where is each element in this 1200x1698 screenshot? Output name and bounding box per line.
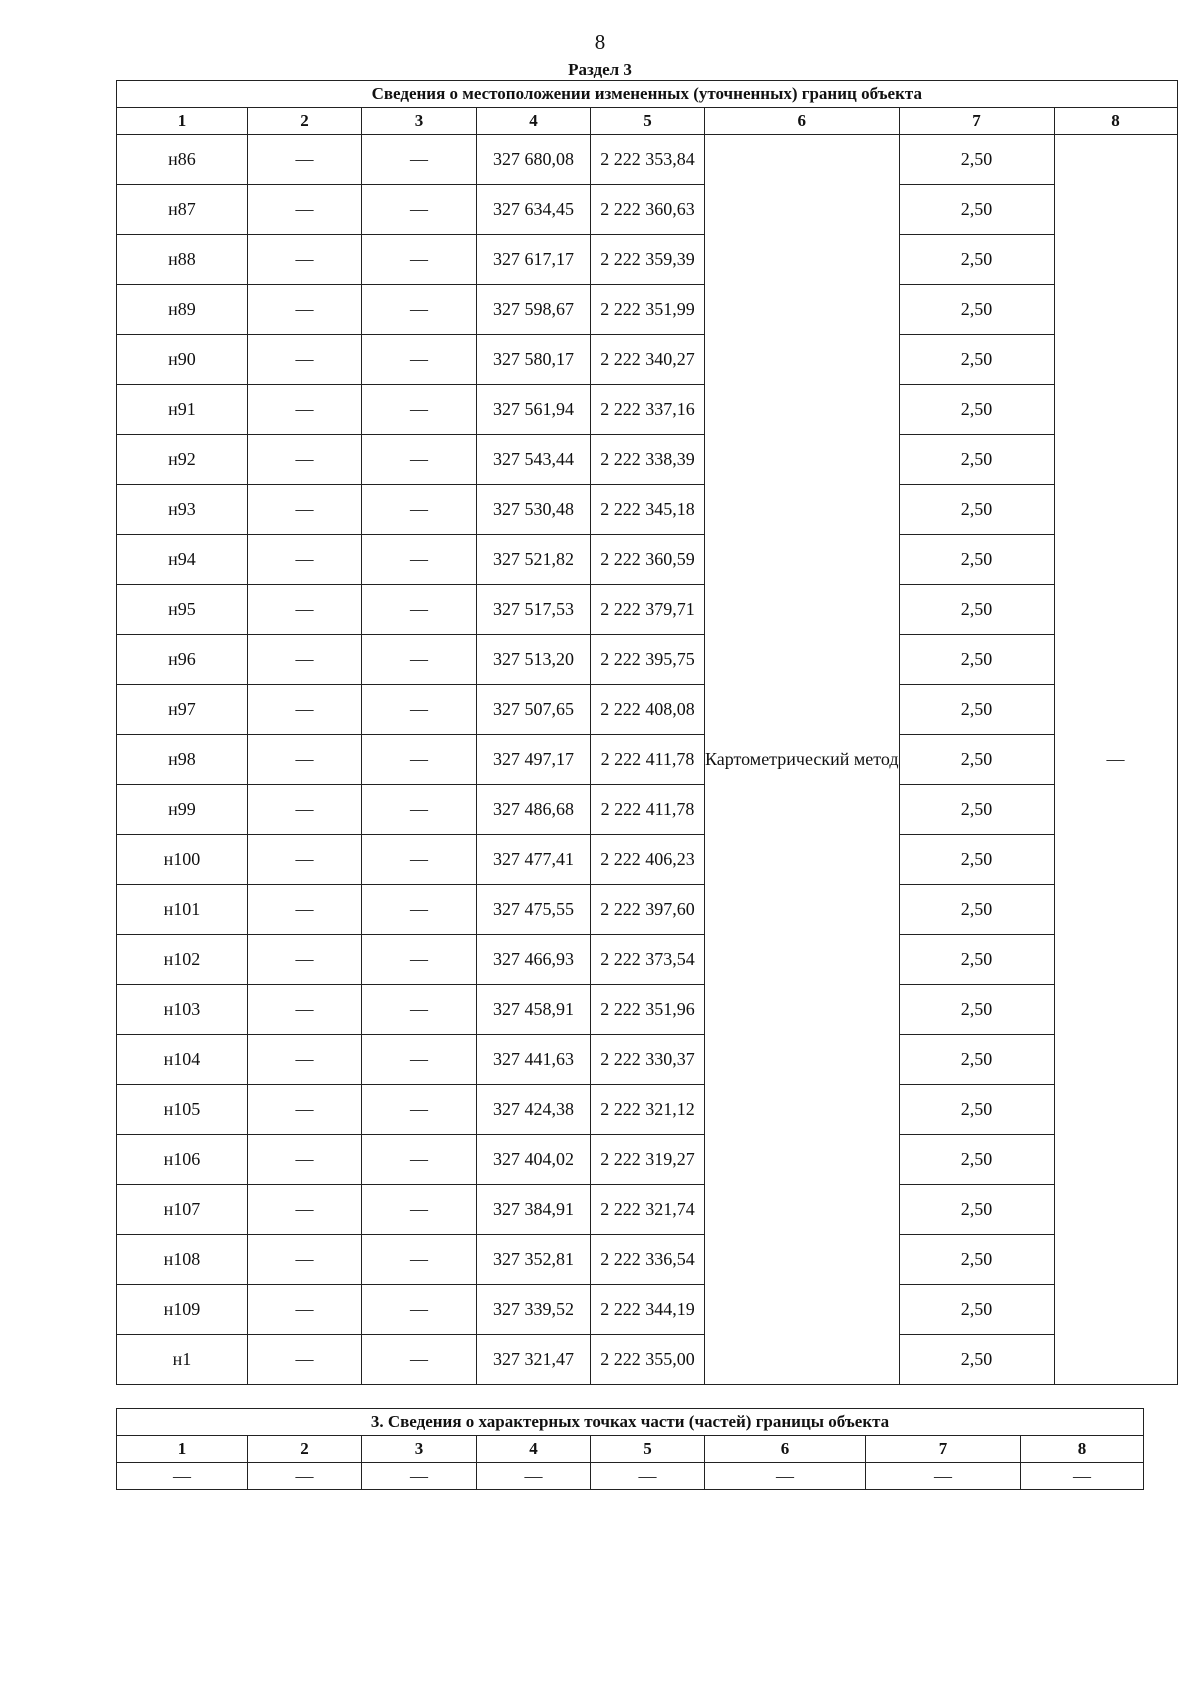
column-3-value: — <box>362 585 477 635</box>
point-name: н99 <box>117 785 248 835</box>
y-coordinate: 2 222 337,16 <box>591 385 705 435</box>
column-2-value: — <box>248 885 362 935</box>
x-coordinate: 327 507,65 <box>477 685 591 735</box>
empty-value: — <box>591 1463 705 1490</box>
empty-value: — <box>248 1463 362 1490</box>
y-coordinate: 2 222 395,75 <box>591 635 705 685</box>
accuracy-value: 2,50 <box>899 735 1054 785</box>
table-row <box>117 235 1178 285</box>
table-row <box>117 1235 1178 1285</box>
table-row <box>117 535 1178 585</box>
x-coordinate: 327 477,41 <box>477 835 591 885</box>
table-row <box>117 935 1178 985</box>
accuracy-value: 2,50 <box>899 1085 1054 1135</box>
column-3-value: — <box>362 485 477 535</box>
column-number: 5 <box>591 108 705 135</box>
y-coordinate: 2 222 359,39 <box>591 235 705 285</box>
y-coordinate: 2 222 330,37 <box>591 1035 705 1085</box>
accuracy-value: 2,50 <box>899 385 1054 435</box>
method-cell: Картометрический метод <box>705 135 900 1385</box>
x-coordinate: 327 458,91 <box>477 985 591 1035</box>
column-number: 5 <box>591 1436 705 1463</box>
column-number: 3 <box>362 1436 477 1463</box>
part-boundary-points-table <box>116 1408 1144 1490</box>
point-name: н105 <box>117 1085 248 1135</box>
column-number: 6 <box>705 1436 866 1463</box>
column-3-value: — <box>362 235 477 285</box>
column-number: 1 <box>117 1436 248 1463</box>
column-2-value: — <box>248 485 362 535</box>
y-coordinate: 2 222 353,84 <box>591 135 705 185</box>
column-3-value: — <box>362 985 477 1035</box>
y-coordinate: 2 222 411,78 <box>591 735 705 785</box>
column-2-value: — <box>248 1185 362 1235</box>
accuracy-value: 2,50 <box>899 185 1054 235</box>
table-row <box>117 785 1178 835</box>
accuracy-value: 2,50 <box>899 435 1054 485</box>
page-number: 8 <box>594 30 606 54</box>
x-coordinate: 327 517,53 <box>477 585 591 635</box>
x-coordinate: 327 352,81 <box>477 1235 591 1285</box>
accuracy-value: 2,50 <box>899 535 1054 585</box>
column-2-value: — <box>248 1235 362 1285</box>
column-number: 2 <box>248 108 362 135</box>
column-2-value: — <box>248 685 362 735</box>
y-coordinate: 2 222 321,12 <box>591 1085 705 1135</box>
point-name: н108 <box>117 1235 248 1285</box>
x-coordinate: 327 598,67 <box>477 285 591 335</box>
column-3-value: — <box>362 635 477 685</box>
point-name: н86 <box>117 135 248 185</box>
y-coordinate: 2 222 321,74 <box>591 1185 705 1235</box>
accuracy-value: 2,50 <box>899 1235 1054 1285</box>
column-3-value: — <box>362 835 477 885</box>
accuracy-value: 2,50 <box>899 835 1054 885</box>
table-row <box>117 1285 1178 1335</box>
table-row <box>117 835 1178 885</box>
x-coordinate: 327 497,17 <box>477 735 591 785</box>
column-3-value: — <box>362 1185 477 1235</box>
empty-value: — <box>362 1463 477 1490</box>
accuracy-value: 2,50 <box>899 1035 1054 1085</box>
x-coordinate: 327 339,52 <box>477 1285 591 1335</box>
table-row <box>117 985 1178 1035</box>
table-row <box>117 285 1178 335</box>
point-name: н1 <box>117 1335 248 1385</box>
point-name: н103 <box>117 985 248 1035</box>
y-coordinate: 2 222 351,99 <box>591 285 705 335</box>
y-coordinate: 2 222 345,18 <box>591 485 705 535</box>
column-3-value: — <box>362 935 477 985</box>
accuracy-value: 2,50 <box>899 985 1054 1035</box>
empty-value: — <box>866 1463 1021 1490</box>
x-coordinate: 327 680,08 <box>477 135 591 185</box>
column-3-value: — <box>362 785 477 835</box>
table-row <box>117 885 1178 935</box>
point-name: н87 <box>117 185 248 235</box>
table-row <box>117 635 1178 685</box>
y-coordinate: 2 222 355,00 <box>591 1335 705 1385</box>
point-name: н106 <box>117 1135 248 1185</box>
x-coordinate: 327 543,44 <box>477 435 591 485</box>
x-coordinate: 327 513,20 <box>477 635 591 685</box>
column-2-value: — <box>248 785 362 835</box>
point-name: н100 <box>117 835 248 885</box>
y-coordinate: 2 222 340,27 <box>591 335 705 385</box>
column-number: 8 <box>1021 1436 1144 1463</box>
accuracy-value: 2,50 <box>899 285 1054 335</box>
x-coordinate: 327 521,82 <box>477 535 591 585</box>
x-coordinate: 327 561,94 <box>477 385 591 435</box>
x-coordinate: 327 486,68 <box>477 785 591 835</box>
table-row <box>117 1035 1178 1085</box>
column-2-value: — <box>248 1135 362 1185</box>
column-3-value: — <box>362 335 477 385</box>
y-coordinate: 2 222 338,39 <box>591 435 705 485</box>
x-coordinate: 327 441,63 <box>477 1035 591 1085</box>
column-number: 7 <box>866 1436 1021 1463</box>
column-2-value: — <box>248 1285 362 1335</box>
y-coordinate: 2 222 360,63 <box>591 185 705 235</box>
y-coordinate: 2 222 408,08 <box>591 685 705 735</box>
table-row <box>117 135 1178 185</box>
table-row <box>117 1185 1178 1235</box>
x-coordinate: 327 321,47 <box>477 1335 591 1385</box>
y-coordinate: 2 222 411,78 <box>591 785 705 835</box>
sub-table-caption: 3. Сведения о характерных точках части (частей) границы объекта <box>117 1409 1144 1436</box>
column-2-value: — <box>248 235 362 285</box>
column-2-value: — <box>248 335 362 385</box>
column-2-value: — <box>248 585 362 635</box>
point-name: н91 <box>117 385 248 435</box>
section-title: Раздел 3 <box>568 60 632 79</box>
empty-value: — <box>1021 1463 1144 1490</box>
point-name: н89 <box>117 285 248 335</box>
column-3-value: — <box>362 435 477 485</box>
accuracy-value: 2,50 <box>899 135 1054 185</box>
empty-value: — <box>705 1463 866 1490</box>
x-coordinate: 327 475,55 <box>477 885 591 935</box>
accuracy-value: 2,50 <box>899 1285 1054 1335</box>
column-2-value: — <box>248 535 362 585</box>
column-2-value: — <box>248 385 362 435</box>
point-name: н104 <box>117 1035 248 1085</box>
column-2-value: — <box>248 835 362 885</box>
accuracy-value: 2,50 <box>899 335 1054 385</box>
accuracy-value: 2,50 <box>899 485 1054 535</box>
column-number: 1 <box>117 108 248 135</box>
accuracy-value: 2,50 <box>899 635 1054 685</box>
column-3-value: — <box>362 685 477 735</box>
x-coordinate: 327 424,38 <box>477 1085 591 1135</box>
column-2-value: — <box>248 435 362 485</box>
accuracy-value: 2,50 <box>899 785 1054 835</box>
table-row <box>117 685 1178 735</box>
accuracy-value: 2,50 <box>899 1185 1054 1235</box>
column-2-value: — <box>248 735 362 785</box>
column-3-value: — <box>362 1085 477 1135</box>
x-coordinate: 327 634,45 <box>477 185 591 235</box>
column-number: 3 <box>362 108 477 135</box>
column-2-value: — <box>248 1035 362 1085</box>
y-coordinate: 2 222 397,60 <box>591 885 705 935</box>
table-row <box>117 735 1178 785</box>
table-row <box>117 1085 1178 1135</box>
point-name: н90 <box>117 335 248 385</box>
column-3-value: — <box>362 1035 477 1085</box>
table-row <box>117 435 1178 485</box>
column-3-value: — <box>362 185 477 235</box>
column-2-value: — <box>248 1085 362 1135</box>
y-coordinate: 2 222 319,27 <box>591 1135 705 1185</box>
column-2-value: — <box>248 985 362 1035</box>
point-name: н93 <box>117 485 248 535</box>
point-name: н95 <box>117 585 248 635</box>
y-coordinate: 2 222 360,59 <box>591 535 705 585</box>
empty-value: — <box>477 1463 591 1490</box>
y-coordinate: 2 222 406,23 <box>591 835 705 885</box>
column-3-value: — <box>362 285 477 335</box>
column-3-value: — <box>362 535 477 585</box>
column-2-value: — <box>248 185 362 235</box>
column-2-value: — <box>248 635 362 685</box>
x-coordinate: 327 530,48 <box>477 485 591 535</box>
column-3-value: — <box>362 1235 477 1285</box>
x-coordinate: 327 404,02 <box>477 1135 591 1185</box>
table-row <box>117 335 1178 385</box>
table-caption: Сведения о местоположении измененных (уточненных) границ объекта <box>117 81 1178 108</box>
point-name: н98 <box>117 735 248 785</box>
y-coordinate: 2 222 336,54 <box>591 1235 705 1285</box>
column-8-value: — <box>1054 135 1177 1385</box>
table-row <box>117 185 1178 235</box>
accuracy-value: 2,50 <box>899 1335 1054 1385</box>
point-name: н94 <box>117 535 248 585</box>
column-number: 6 <box>705 108 900 135</box>
x-coordinate: 327 580,17 <box>477 335 591 385</box>
point-name: н101 <box>117 885 248 935</box>
table-row <box>117 485 1178 535</box>
accuracy-value: 2,50 <box>899 585 1054 635</box>
table-row <box>117 1135 1178 1185</box>
column-number: 7 <box>899 108 1054 135</box>
accuracy-value: 2,50 <box>899 935 1054 985</box>
x-coordinate: 327 384,91 <box>477 1185 591 1235</box>
column-3-value: — <box>362 135 477 185</box>
y-coordinate: 2 222 351,96 <box>591 985 705 1035</box>
column-2-value: — <box>248 135 362 185</box>
column-2-value: — <box>248 935 362 985</box>
column-number: 8 <box>1054 108 1177 135</box>
y-coordinate: 2 222 344,19 <box>591 1285 705 1335</box>
column-3-value: — <box>362 1335 477 1385</box>
table-row <box>117 1335 1178 1385</box>
accuracy-value: 2,50 <box>899 235 1054 285</box>
column-3-value: — <box>362 735 477 785</box>
point-name: н88 <box>117 235 248 285</box>
y-coordinate: 2 222 373,54 <box>591 935 705 985</box>
boundary-coordinates-table <box>116 80 1178 1385</box>
column-3-value: — <box>362 885 477 935</box>
empty-value: — <box>117 1463 248 1490</box>
column-number: 4 <box>477 1436 591 1463</box>
column-2-value: — <box>248 285 362 335</box>
column-3-value: — <box>362 1135 477 1185</box>
column-3-value: — <box>362 385 477 435</box>
point-name: н92 <box>117 435 248 485</box>
table-row <box>117 385 1178 435</box>
point-name: н102 <box>117 935 248 985</box>
point-name: н107 <box>117 1185 248 1235</box>
x-coordinate: 327 466,93 <box>477 935 591 985</box>
column-3-value: — <box>362 1285 477 1335</box>
accuracy-value: 2,50 <box>899 885 1054 935</box>
point-name: н97 <box>117 685 248 735</box>
point-name: н96 <box>117 635 248 685</box>
column-number: 2 <box>248 1436 362 1463</box>
x-coordinate: 327 617,17 <box>477 235 591 285</box>
y-coordinate: 2 222 379,71 <box>591 585 705 635</box>
column-2-value: — <box>248 1335 362 1385</box>
column-number: 4 <box>477 108 591 135</box>
accuracy-value: 2,50 <box>899 1135 1054 1185</box>
table-row <box>117 585 1178 635</box>
accuracy-value: 2,50 <box>899 685 1054 735</box>
point-name: н109 <box>117 1285 248 1335</box>
